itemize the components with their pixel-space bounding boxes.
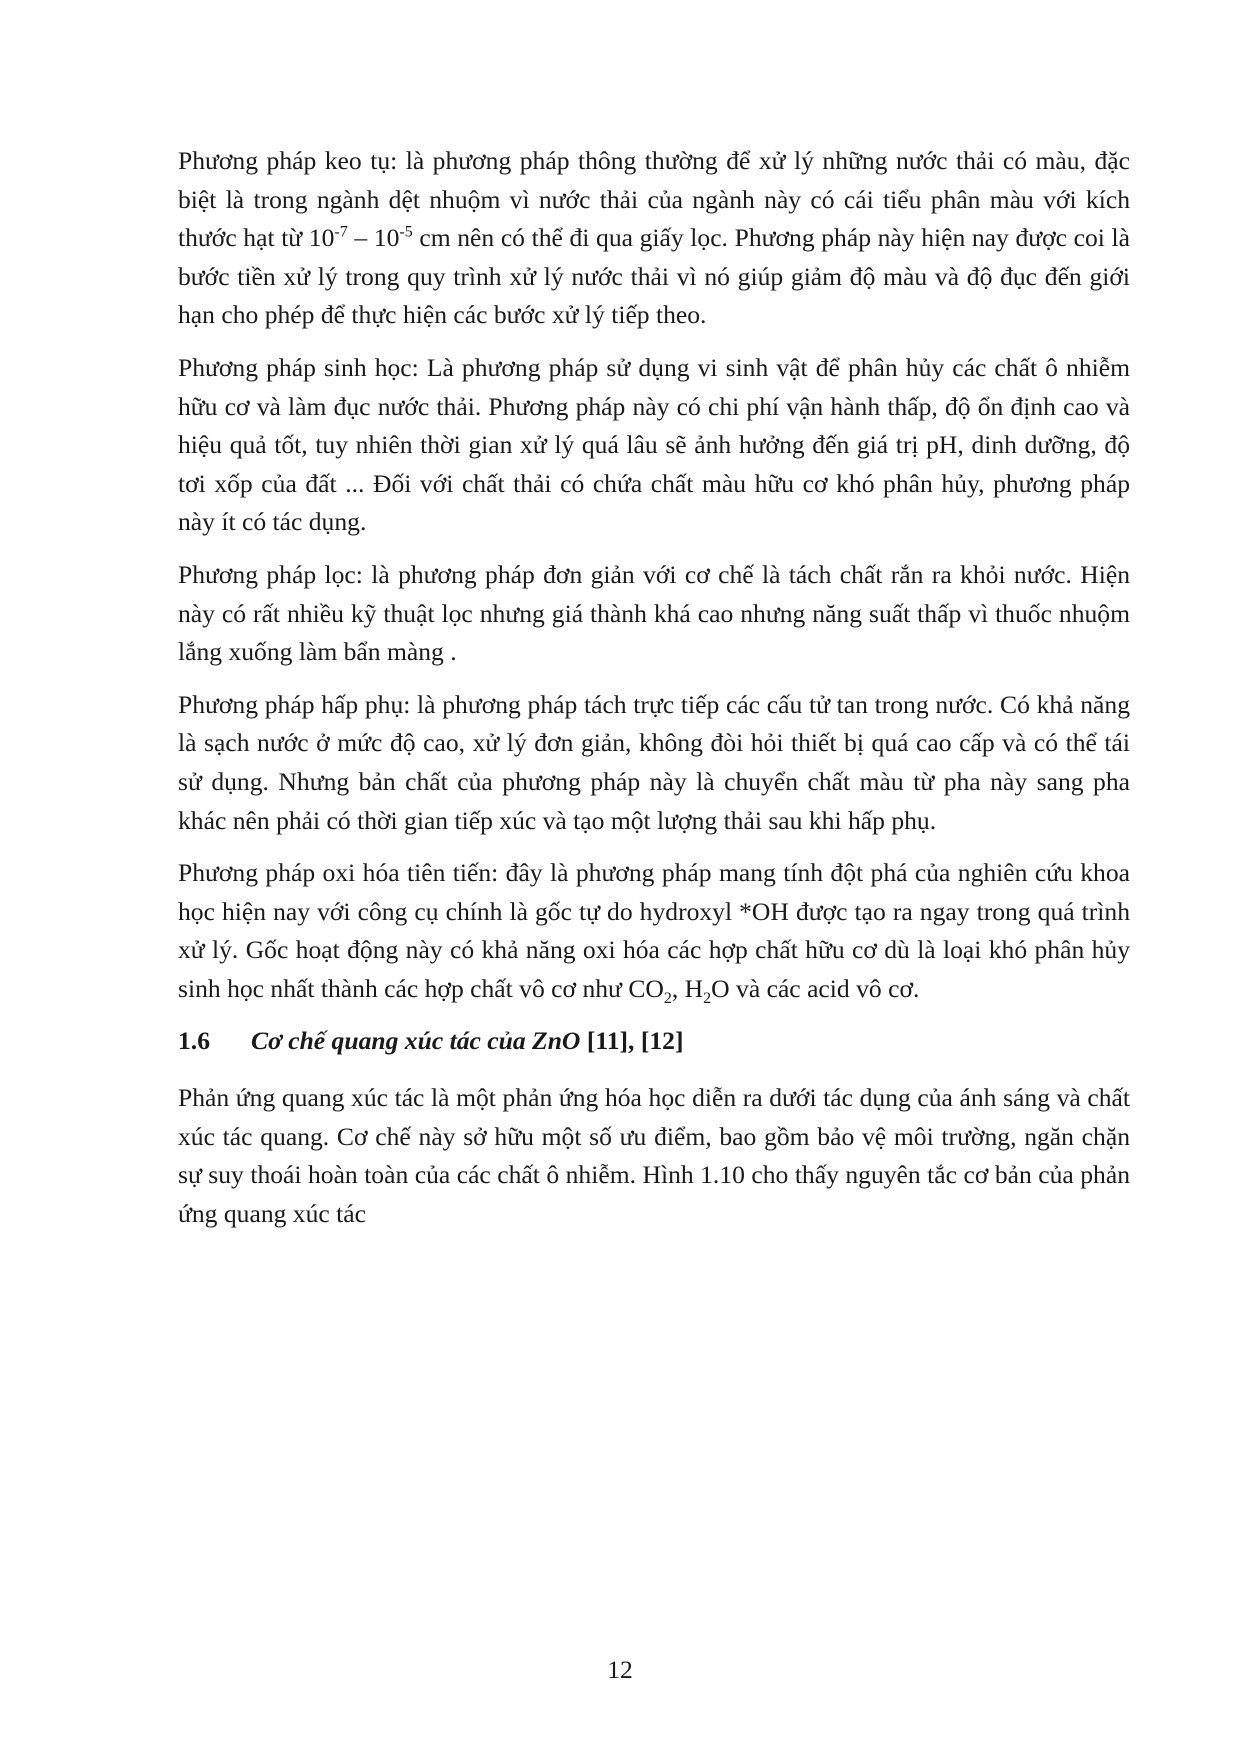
page-content [178, 142, 1130, 1247]
paragraph-coagulation-text-3: cm nên có thể đi qua giấy lọc. Phương pháp này hiện nay được coi là bước tiền xử lý trong quy trình xử lý nước thải vì nó giúp giảm độ màu và độ đục đến giới hạn cho phép để thực hiện các bước xử lý tiếp theo. [178, 223, 1131, 330]
paragraph-oxidation-text-2: , H [671, 973, 704, 1003]
superscript-exponent-2: -5 [399, 223, 413, 241]
paragraph-coagulation-text-2: – 10 [347, 223, 400, 253]
paragraph-advanced-oxidation [178, 854, 1130, 1008]
paragraph-photocatalysis: Phản ứng quang xúc tác là một phản ứng hóa học diễn ra dưới tác dụng của ánh sáng và chất xúc tác quang. Cơ chế này sở hữu một số ưu điểm, bao gồm bảo vệ môi trường, ngăn chặn sự suy thoái hoàn toàn của các chất ô nhiễm. Hình 1.10 cho thấy nguyên tắc cơ bản của phản ứng quang xúc tác [178, 1083, 1130, 1228]
paragraph-filtration: Phương pháp lọc: là phương pháp đơn giản với cơ chế là tách chất rắn ra khỏi nước. Hiện này có rất nhiều kỹ thuật lọc nhưng giá thành khá cao nhưng năng suất thấp vì thuốc nhuộm lắng xuống làm bẩn màng . [178, 559, 1130, 667]
page-number: 12 [607, 1655, 633, 1684]
superscript-exponent-1: -7 [334, 223, 348, 241]
section-heading [178, 1022, 1130, 1061]
section-title: Cơ chế quang xúc tác của ZnO [251, 1026, 581, 1056]
paragraph-oxidation-text-3: O và các acid vô cơ. [711, 973, 920, 1003]
paragraph-coagulation [178, 142, 1130, 335]
paragraph-oxidation-text-1: Phương pháp oxi hóa tiên tiến: đây là phương pháp mang tính đột phá của nghiên cứu khoa học hiện nay với công cụ chính là gốc tự do hydroxyl *OH được tạo ra ngay trong quá trình xử lý. Gốc hoạt động này có khả năng oxi hóa các hợp chất hữu cơ dù là loại khó phân hủy sinh học nhất thành các hợp chất vô cơ như CO [178, 858, 1130, 1003]
paragraph-adsorption: Phương pháp hấp phụ: là phương pháp tách trực tiếp các cấu tử tan trong nước. Có khả năng là sạch nước ở mức độ cao, xử lý đơn giản, không đòi hỏi thiết bị quá cao cấp và có thể tái sử dụng. Nhưng bản chất của phương pháp này là chuyển chất màu từ pha này sang pha khác nên phải có thời gian tiếp xúc và tạo một lượng thải sau khi hấp phụ. [178, 689, 1130, 835]
paragraph-coagulation-text-1: Phương pháp keo tụ: là phương pháp thông thường để xử lý những nước thải có màu, đặc biệt là trong ngành dệt nhuộm vì nước thải của ngành này có cái tiểu phân màu với kích thước hạt từ 10 [178, 146, 1130, 253]
section-number: 1.6 [178, 1026, 210, 1056]
subscript-h2o: 2 [703, 989, 712, 1007]
subscript-co2: 2 [663, 989, 672, 1007]
paragraph-biological: Phương pháp sinh học: Là phương pháp sử dụng vi sinh vật để phân hủy các chất ô nhiễm hữu cơ và làm đục nước thải. Phương pháp này có chi phí vận hành thấp, độ ổn định cao và hiệu quả tốt, tuy nhiên thời gian xử lý quá lâu sẽ ảnh hưởng đến giá trị pH, dinh dưỡng, độ tơi xốp của đất ... Đối với chất thải có chứa chất màu hữu cơ khó phân hủy, phương pháp này ít có tác dụng. [178, 352, 1130, 537]
section-references: [11], [12] [580, 1026, 684, 1056]
